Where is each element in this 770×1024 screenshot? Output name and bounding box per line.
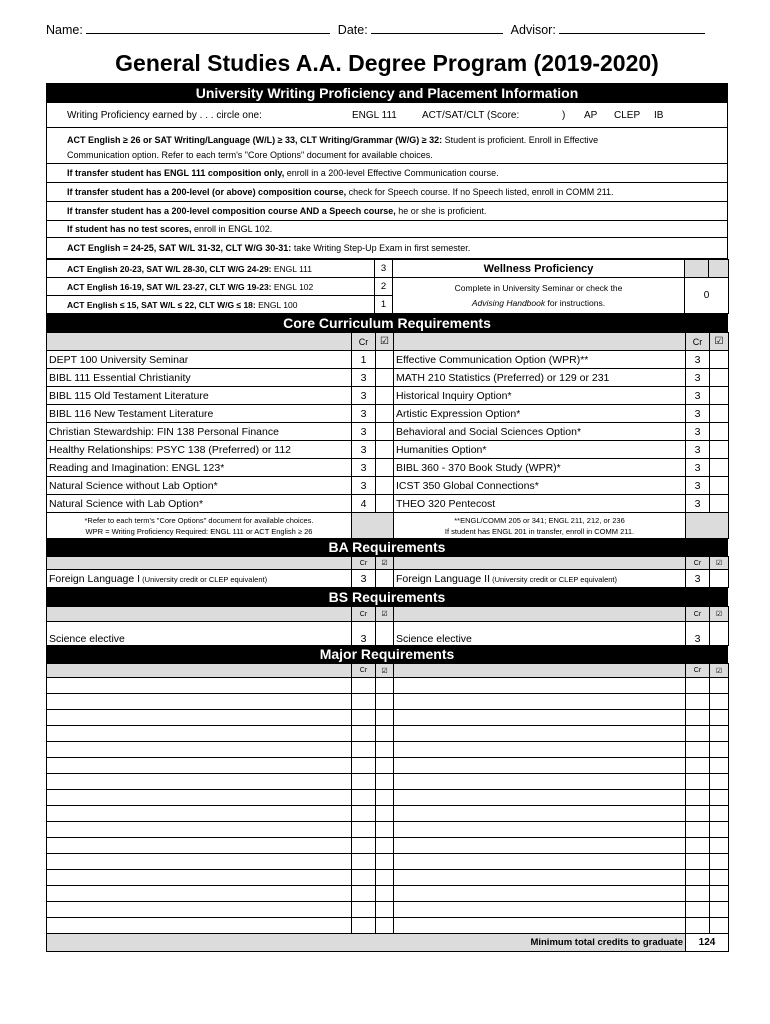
core-row — [47, 351, 729, 369]
major-credit-field[interactable] — [352, 694, 376, 710]
major-left-header — [47, 664, 352, 678]
core-note-spacer — [686, 513, 729, 539]
wellness-credit: 0 — [685, 278, 729, 314]
core-credit: 3 — [352, 423, 376, 441]
major-row — [47, 902, 729, 918]
bs-heading: BS Requirements — [46, 588, 728, 606]
core-note-right-2: If student has ENGL 201 in transfer, enroll in COMM 211. — [444, 526, 635, 536]
core-credit: 3 — [686, 405, 710, 423]
placement-criteria: ACT English 16-19, SAT W/L 23-27, CLT W/G 19-23: — [67, 281, 272, 292]
rule-bold: ACT English = 24-25, SAT W/L 31-32, CLT W/G 30-31: — [67, 243, 292, 253]
major-check-box[interactable] — [710, 774, 729, 790]
wellness-title: Wellness Proficiency — [393, 260, 685, 278]
option-clep[interactable]: CLEP — [614, 109, 641, 121]
date-label: Date: — [337, 23, 368, 37]
major-course-field[interactable] — [394, 758, 686, 774]
placement-credit: 1 — [375, 296, 393, 314]
core-note-right — [394, 513, 686, 539]
core-table — [46, 332, 729, 539]
cr-header: Cr — [352, 333, 376, 351]
check-header: ☑ — [376, 557, 394, 570]
wellness-line1: Complete in University Seminar or check the — [454, 282, 623, 293]
major-credit-field[interactable] — [686, 694, 710, 710]
major-row — [47, 726, 729, 742]
major-course-field[interactable] — [394, 838, 686, 854]
major-course-field[interactable] — [394, 694, 686, 710]
major-course-field[interactable] — [47, 790, 352, 806]
major-course-field[interactable] — [394, 742, 686, 758]
major-course-field[interactable] — [47, 806, 352, 822]
writing-earned-row — [47, 103, 727, 127]
core-course: Healthy Relationships: PSYC 138 (Preferred) or 112 — [47, 441, 352, 459]
major-course-field[interactable] — [47, 886, 352, 902]
option-score-close: ) — [562, 109, 566, 121]
core-check-box[interactable] — [710, 441, 729, 459]
major-check-box[interactable] — [710, 726, 729, 742]
core-right-header — [394, 333, 686, 351]
major-check-box[interactable] — [710, 710, 729, 726]
major-check-box[interactable] — [710, 902, 729, 918]
major-course-field[interactable] — [47, 694, 352, 710]
major-right-header — [394, 664, 686, 678]
major-check-box[interactable] — [710, 790, 729, 806]
major-credit-field[interactable] — [352, 758, 376, 774]
check-header: ☑ — [710, 664, 729, 678]
core-course: ICST 350 Global Connections* — [394, 477, 686, 495]
check-header: ☑ — [710, 607, 729, 622]
ba-check-box[interactable] — [710, 570, 729, 588]
major-check-box[interactable] — [710, 886, 729, 902]
cr-header: Cr — [352, 557, 376, 570]
bs-check-box[interactable] — [376, 622, 394, 646]
core-credit: 3 — [352, 459, 376, 477]
major-credit-field[interactable] — [352, 886, 376, 902]
core-note-right-1: **ENGL/COMM 205 or 341; ENGL 211, 212, or 236 — [454, 515, 625, 525]
major-row — [47, 806, 729, 822]
major-course-field[interactable] — [394, 854, 686, 870]
major-check-box[interactable] — [376, 918, 394, 934]
major-course-field[interactable] — [394, 678, 686, 694]
core-course: Humanities Option* — [394, 441, 686, 459]
bs-check-box[interactable] — [710, 622, 729, 646]
core-course: Christian Stewardship: FIN 138 Personal Finance — [47, 423, 352, 441]
core-row — [47, 459, 729, 477]
placement-course: ENGL 100 — [255, 299, 298, 310]
page-title: General Studies A.A. Degree Program (2019-2020) — [115, 50, 659, 76]
core-course: MATH 210 Statistics (Preferred) or 129 or 231 — [394, 369, 686, 387]
major-check-box[interactable] — [710, 822, 729, 838]
major-course-field[interactable] — [47, 678, 352, 694]
major-credit-field[interactable] — [686, 710, 710, 726]
major-row — [47, 886, 729, 902]
major-credit-field[interactable] — [352, 726, 376, 742]
major-check-box[interactable] — [710, 854, 729, 870]
core-note-left — [47, 513, 352, 539]
core-credit: 3 — [686, 495, 710, 513]
core-credit: 3 — [686, 351, 710, 369]
core-course: Behavioral and Social Sciences Option* — [394, 423, 686, 441]
advisor-label: Advisor: — [510, 23, 556, 37]
major-course-field[interactable] — [47, 918, 352, 934]
cr-header: Cr — [686, 607, 710, 622]
core-course: Natural Science without Lab Option* — [47, 477, 352, 495]
major-row — [47, 838, 729, 854]
major-check-box[interactable] — [376, 758, 394, 774]
ba-course-name: Foreign Language II — [396, 572, 490, 585]
ba-table — [46, 556, 729, 588]
major-credit-field[interactable] — [686, 918, 710, 934]
major-credit-field[interactable] — [686, 790, 710, 806]
writing-section — [46, 103, 728, 259]
major-credit-field[interactable] — [352, 822, 376, 838]
major-credit-field[interactable] — [686, 742, 710, 758]
writing-heading: University Writing Proficiency and Placement Information — [46, 83, 728, 103]
major-check-box[interactable] — [710, 694, 729, 710]
total-credits-value: 124 — [686, 934, 729, 952]
degree-form — [46, 83, 728, 952]
rule-text: take Writing Step-Up Exam in first semester. — [293, 243, 471, 253]
major-row — [47, 822, 729, 838]
core-credit: 3 — [352, 387, 376, 405]
ba-course-right — [394, 570, 686, 588]
core-course: BIBL 360 - 370 Book Study (WPR)* — [394, 459, 686, 477]
major-check-box[interactable] — [376, 694, 394, 710]
rule-bold: If student has no test scores, — [67, 224, 192, 234]
major-course-field[interactable] — [47, 742, 352, 758]
core-row — [47, 441, 729, 459]
major-course-field[interactable] — [47, 902, 352, 918]
option-act-sat-clt[interactable]: ACT/SAT/CLT (Score: — [422, 109, 520, 121]
major-credit-field[interactable] — [352, 838, 376, 854]
major-course-field[interactable] — [394, 822, 686, 838]
major-credit-field[interactable] — [352, 902, 376, 918]
major-course-field[interactable] — [47, 870, 352, 886]
writing-rule — [47, 163, 727, 182]
core-course: Natural Science with Lab Option* — [47, 495, 352, 513]
rule-bold: If transfer student has a 200-level composition course AND a Speech course, — [67, 206, 396, 216]
writing-rule — [47, 127, 727, 163]
name-field[interactable] — [86, 22, 330, 34]
major-check-box[interactable] — [710, 758, 729, 774]
writing-earned-label: Writing Proficiency earned by . . . circle one: — [67, 109, 262, 121]
major-course-field[interactable] — [47, 774, 352, 790]
bs-right-header — [394, 607, 686, 622]
core-check-box[interactable] — [376, 459, 394, 477]
core-credit: 3 — [352, 369, 376, 387]
placement-credit: 2 — [375, 278, 393, 296]
major-row — [47, 854, 729, 870]
rule-text: enroll in ENGL 102. — [194, 224, 273, 234]
major-check-box[interactable] — [376, 678, 394, 694]
core-note-left-2: WPR = Writing Proficiency Required: ENGL 111 or ACT English ≥ 26 — [85, 526, 313, 536]
core-course: Reading and Imagination: ENGL 123* — [47, 459, 352, 477]
header-line — [46, 22, 726, 37]
core-row — [47, 387, 729, 405]
major-row — [47, 694, 729, 710]
major-course-field[interactable] — [394, 886, 686, 902]
rule-text: check for Speech course. If no Speech listed, enroll in COMM 211. — [348, 187, 614, 197]
core-credit: 3 — [686, 441, 710, 459]
major-course-field[interactable] — [394, 710, 686, 726]
core-credit: 1 — [352, 351, 376, 369]
core-check-box[interactable] — [710, 477, 729, 495]
core-course: BIBL 115 Old Testament Literature — [47, 387, 352, 405]
option-ap[interactable]: AP — [584, 109, 598, 121]
core-credit: 3 — [352, 405, 376, 423]
major-course-field[interactable] — [394, 806, 686, 822]
wellness-instructions — [393, 278, 685, 314]
check-header: ☑ — [376, 607, 394, 622]
major-check-box[interactable] — [376, 870, 394, 886]
rule-text-line2: Communication option. Refer to each term's "Core Options" document for available choices. — [67, 150, 433, 160]
major-credit-field[interactable] — [686, 838, 710, 854]
rule-bold: If transfer student has ENGL 111 composition only, — [67, 168, 285, 178]
major-heading: Major Requirements — [46, 646, 728, 663]
major-course-field[interactable] — [47, 822, 352, 838]
core-course: BIBL 111 Essential Christianity — [47, 369, 352, 387]
major-row — [47, 774, 729, 790]
core-credit: 3 — [352, 441, 376, 459]
wellness-check-cell[interactable] — [709, 260, 729, 278]
major-row — [47, 918, 729, 934]
major-check-box[interactable] — [710, 838, 729, 854]
bs-credit: 3 — [686, 622, 710, 646]
placement-criteria: ACT English ≤ 15, SAT W/L ≤ 22, CLT W/G ≤ 18: — [67, 299, 256, 310]
bs-course-right: Science elective — [394, 622, 686, 646]
major-check-box[interactable] — [710, 870, 729, 886]
major-credit-field[interactable] — [686, 886, 710, 902]
rule-bold: If transfer student has a 200-level (or above) composition course, — [67, 187, 347, 197]
ba-course-name: Foreign Language I — [49, 572, 141, 585]
major-check-box[interactable] — [376, 742, 394, 758]
major-table — [46, 663, 729, 952]
core-check-box[interactable] — [710, 387, 729, 405]
advising-handbook-ref: Advising Handbook — [471, 297, 546, 308]
major-course-field[interactable] — [47, 854, 352, 870]
major-check-box[interactable] — [376, 886, 394, 902]
major-row — [47, 710, 729, 726]
core-row — [47, 423, 729, 441]
major-course-field[interactable] — [47, 710, 352, 726]
bs-table — [46, 606, 729, 646]
major-row — [47, 758, 729, 774]
core-course: DEPT 100 University Seminar — [47, 351, 352, 369]
core-check-box[interactable] — [710, 405, 729, 423]
major-credit-field[interactable] — [686, 774, 710, 790]
core-check-box[interactable] — [710, 351, 729, 369]
writing-rule — [47, 220, 727, 237]
major-credit-field[interactable] — [352, 774, 376, 790]
name-label: Name: — [46, 23, 83, 37]
major-check-box[interactable] — [376, 790, 394, 806]
bs-credit: 3 — [352, 622, 376, 646]
major-check-box[interactable] — [376, 838, 394, 854]
core-check-box[interactable] — [376, 405, 394, 423]
ba-check-box[interactable] — [376, 570, 394, 588]
bs-left-header — [47, 607, 352, 622]
major-check-box[interactable] — [710, 678, 729, 694]
major-credit-field[interactable] — [352, 854, 376, 870]
date-field[interactable] — [371, 22, 503, 34]
major-credit-field[interactable] — [352, 790, 376, 806]
option-ib[interactable]: IB — [654, 109, 664, 121]
core-check-box[interactable] — [376, 441, 394, 459]
core-course: THEO 320 Pentecost — [394, 495, 686, 513]
core-left-header — [47, 333, 352, 351]
major-credit-field[interactable] — [352, 870, 376, 886]
core-check-box[interactable] — [376, 369, 394, 387]
cr-header: Cr — [352, 664, 376, 678]
rule-bold: ACT English ≥ 26 or SAT Writing/Language (W/L) ≥ 33, CLT Writing/Grammar (W/G) ≥ 32: — [67, 135, 443, 145]
core-check-box[interactable] — [710, 423, 729, 441]
core-note-spacer — [352, 513, 394, 539]
rule-text: enroll in a 200-level Effective Communication course. — [286, 168, 499, 178]
major-course-field[interactable] — [394, 726, 686, 742]
major-course-field[interactable] — [47, 726, 352, 742]
major-check-box[interactable] — [376, 854, 394, 870]
placement-row — [47, 296, 375, 314]
ba-course-note: (University credit or CLEP equivalent) — [140, 574, 268, 584]
major-credit-field[interactable] — [352, 710, 376, 726]
check-header: ☑ — [376, 664, 394, 678]
major-credit-field[interactable] — [686, 806, 710, 822]
core-credit: 3 — [686, 423, 710, 441]
ba-course-left — [47, 570, 352, 588]
ba-left-header — [47, 557, 352, 570]
major-row — [47, 790, 729, 806]
placement-criteria: ACT English 20-23, SAT W/L 28-30, CLT W/G 24-29: — [67, 263, 272, 274]
major-credit-field[interactable] — [686, 822, 710, 838]
option-engl111[interactable]: ENGL 111 — [352, 109, 397, 121]
major-check-box[interactable] — [376, 774, 394, 790]
core-row — [47, 369, 729, 387]
core-check-box[interactable] — [376, 477, 394, 495]
core-check-box[interactable] — [376, 423, 394, 441]
core-credit: 3 — [352, 477, 376, 495]
ba-course-note: (University credit or CLEP equivalent) — [490, 574, 617, 584]
major-check-box[interactable] — [376, 806, 394, 822]
major-course-field[interactable] — [394, 918, 686, 934]
writing-rule — [47, 237, 727, 258]
major-credit-field[interactable] — [686, 870, 710, 886]
core-row — [47, 477, 729, 495]
core-course: BIBL 116 New Testament Literature — [47, 405, 352, 423]
total-credits-label: Minimum total credits to graduate — [47, 934, 686, 952]
core-heading: Core Curriculum Requirements — [46, 314, 728, 332]
cr-header: Cr — [686, 557, 710, 570]
major-course-field[interactable] — [394, 774, 686, 790]
major-check-box[interactable] — [710, 918, 729, 934]
core-credit: 3 — [686, 477, 710, 495]
major-check-box[interactable] — [376, 902, 394, 918]
advisor-field[interactable] — [559, 22, 705, 34]
core-row — [47, 495, 729, 513]
major-credit-field[interactable] — [686, 902, 710, 918]
core-row — [47, 405, 729, 423]
major-row — [47, 742, 729, 758]
core-check-box[interactable] — [376, 351, 394, 369]
bs-course-left: Science elective — [47, 622, 352, 646]
major-credit-field[interactable] — [352, 918, 376, 934]
ba-credit: 3 — [686, 570, 710, 588]
major-credit-field[interactable] — [352, 678, 376, 694]
major-course-field[interactable] — [47, 838, 352, 854]
ba-right-header — [394, 557, 686, 570]
placement-row — [47, 260, 375, 278]
core-course: Artistic Expression Option* — [394, 405, 686, 423]
major-check-box[interactable] — [710, 806, 729, 822]
wellness-line2: for instructions. — [545, 297, 606, 308]
major-credit-field[interactable] — [352, 742, 376, 758]
core-check-box[interactable] — [710, 459, 729, 477]
cr-header: Cr — [352, 607, 376, 622]
core-course: Effective Communication Option (WPR)** — [394, 351, 686, 369]
major-check-box[interactable] — [376, 710, 394, 726]
placement-row — [47, 278, 375, 296]
major-credit-field[interactable] — [686, 854, 710, 870]
major-course-field[interactable] — [394, 790, 686, 806]
check-header: ☑ — [710, 557, 729, 570]
core-check-box[interactable] — [710, 495, 729, 513]
major-check-box[interactable] — [376, 822, 394, 838]
placement-course: ENGL 102 — [271, 281, 314, 292]
core-check-box[interactable] — [376, 387, 394, 405]
major-row — [47, 678, 729, 694]
core-credit: 3 — [686, 387, 710, 405]
major-credit-field[interactable] — [352, 806, 376, 822]
major-credit-field[interactable] — [686, 726, 710, 742]
ba-heading: BA Requirements — [46, 539, 728, 556]
major-course-field[interactable] — [47, 758, 352, 774]
cr-header: Cr — [686, 664, 710, 678]
rule-text: Student is proficient. Enroll in Effective — [442, 135, 599, 145]
placement-credit: 3 — [375, 260, 393, 278]
core-course: Historical Inquiry Option* — [394, 387, 686, 405]
ba-credit: 3 — [352, 570, 376, 588]
major-credit-field[interactable] — [686, 678, 710, 694]
major-credit-field[interactable] — [686, 758, 710, 774]
writing-rule — [47, 201, 727, 220]
cr-header: Cr — [686, 333, 710, 351]
rule-text: he or she is proficient. — [398, 206, 487, 216]
major-course-field[interactable] — [394, 902, 686, 918]
check-header: ☑ — [376, 333, 394, 351]
core-check-box[interactable] — [710, 369, 729, 387]
wellness-cell — [685, 260, 709, 278]
core-check-box[interactable] — [376, 495, 394, 513]
core-credit: 4 — [352, 495, 376, 513]
writing-rule — [47, 182, 727, 201]
major-course-field[interactable] — [394, 870, 686, 886]
placement-table — [46, 259, 729, 314]
major-check-box[interactable] — [376, 726, 394, 742]
placement-course: ENGL 111 — [271, 263, 312, 274]
core-note-left-1: *Refer to each term's "Core Options" document for available choices. — [84, 515, 314, 525]
core-credit: 3 — [686, 459, 710, 477]
check-header: ☑ — [710, 333, 729, 351]
core-credit: 3 — [686, 369, 710, 387]
major-check-box[interactable] — [710, 742, 729, 758]
major-row — [47, 870, 729, 886]
